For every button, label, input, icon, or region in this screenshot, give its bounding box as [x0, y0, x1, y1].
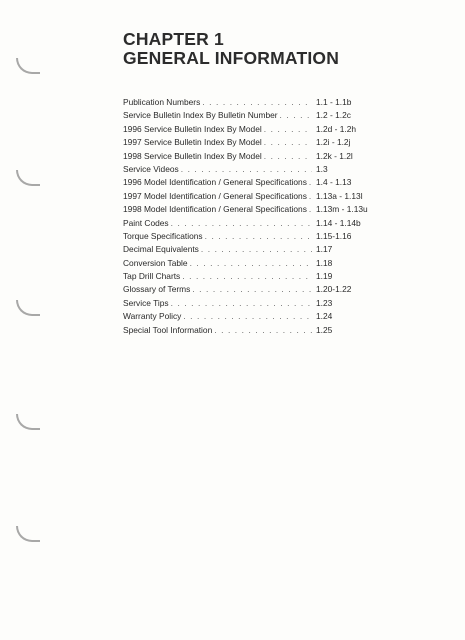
toc-entry-pages: 1.18: [316, 257, 333, 268]
toc-entry-label: Service Bulletin Index By Bulletin Number: [123, 110, 278, 121]
toc-entry: [123, 310, 373, 323]
toc-entry-label: Warranty Policy: [123, 311, 182, 322]
toc-entry-pages: 1.25: [316, 324, 333, 335]
toc-entry-title-area: [123, 163, 312, 176]
toc-entry-label: Torque Specifications: [123, 230, 203, 241]
toc-entry-label: 1997 Service Bulletin Index By Model: [123, 137, 262, 148]
binder-hole-mark: [16, 170, 40, 186]
toc-entry: [123, 96, 373, 109]
binder-hole-mark: [16, 414, 40, 430]
toc-entry-label: Glossary of Terms: [123, 284, 191, 295]
toc-entry-label: Publication Numbers: [123, 97, 201, 107]
toc-entry-label: Service Videos: [123, 163, 179, 174]
toc-entry-title-area: [123, 310, 312, 323]
toc-entry-title-area: [123, 230, 312, 243]
toc-dot-leader: [171, 217, 312, 230]
toc-entry-title-area: [123, 270, 312, 283]
toc-entry: [123, 109, 373, 122]
toc-entry-pages: 1.24: [316, 311, 333, 322]
toc-entry: [123, 217, 373, 230]
toc-dot-leader: [205, 230, 312, 243]
toc-entry: [123, 257, 373, 270]
toc-entry-label: Decimal Equivalents: [123, 244, 199, 255]
binder-hole-mark: [16, 300, 40, 316]
toc-dot-leader: [190, 257, 312, 270]
toc-entry-label: Paint Codes: [123, 217, 169, 228]
toc-entry: [123, 270, 373, 283]
toc-entry-pages: 1.2 - 1.2c: [316, 110, 351, 121]
toc-entry-title-area: [123, 257, 312, 270]
toc-dot-leader: [264, 123, 312, 136]
toc-entry-label: 1998 Model Identification / General Specifications: [123, 204, 307, 215]
toc-entry-label: Special Tool Information: [123, 324, 213, 335]
table-of-contents: [123, 96, 373, 337]
toc-entry-title-area: [123, 217, 312, 230]
toc-entry-pages: 1.15-1.16: [316, 230, 352, 241]
toc-entry-title-area: [123, 109, 312, 122]
toc-entry-label: 1998 Service Bulletin Index By Model: [123, 150, 262, 161]
toc-entry-pages: 1.20-1.22: [316, 284, 352, 295]
toc-entry-title-area: [123, 150, 312, 163]
toc-entry-label: 1996 Model Identification / General Specifications: [123, 177, 307, 188]
toc-entry-title-area: [123, 283, 312, 296]
toc-dot-leader: [192, 283, 312, 296]
toc-entry-pages: 1.17: [316, 244, 333, 255]
toc-dot-leader: [182, 270, 312, 283]
toc-entry-title-area: [123, 96, 312, 109]
chapter-number: CHAPTER 1: [123, 29, 224, 49]
toc-entry-label: Service Tips: [123, 297, 169, 308]
toc-entry: [123, 136, 373, 149]
toc-entry: [123, 203, 373, 216]
toc-entry: [123, 176, 373, 189]
toc-entry: [123, 324, 373, 337]
toc-entry-pages: 1.13m - 1.13u: [316, 204, 368, 215]
toc-dot-leader: [280, 109, 312, 122]
chapter-heading: [123, 30, 339, 68]
toc-entry-pages: 1.3: [316, 163, 328, 174]
toc-entry-title-area: [123, 297, 312, 310]
toc-dot-leader: [214, 324, 312, 337]
toc-entry-pages: 1.4 - 1.13: [316, 177, 352, 188]
toc-entry-pages: 1.23: [316, 297, 333, 308]
toc-entry-pages: 1.19: [316, 271, 333, 282]
toc-entry-pages: 1.14 - 1.14b: [316, 217, 361, 228]
toc-entry-pages: 1.2d - 1.2h: [316, 123, 357, 134]
toc-entry-label: Tap Drill Charts: [123, 271, 181, 282]
toc-entry-pages: 1.13a - 1.13l: [316, 190, 363, 201]
toc-entry-label: 1996 Service Bulletin Index By Model: [123, 123, 262, 134]
toc-entry: [123, 123, 373, 136]
toc-entry-title-area: [123, 324, 312, 337]
toc-entry: [123, 190, 373, 203]
toc-entry: [123, 283, 373, 296]
toc-entry-pages: 1.2k - 1.2l: [316, 150, 353, 161]
toc-dot-leader: [264, 150, 312, 163]
toc-entry: [123, 230, 373, 243]
toc-entry: [123, 243, 373, 256]
toc-entry-pages: 1.2i - 1.2j: [316, 137, 351, 148]
toc-dot-leader: [264, 136, 312, 149]
binder-hole-mark: [16, 526, 40, 542]
toc-entry-title-area: [123, 243, 312, 256]
toc-entry-label: Conversion Table: [123, 257, 188, 268]
toc-entry: [123, 150, 373, 163]
toc-entry-title-area: [123, 176, 312, 189]
toc-dot-leader: [202, 96, 312, 109]
toc-entry: [123, 163, 373, 176]
toc-entry-label: 1997 Model Identification / General Specifications: [123, 190, 307, 201]
toc-dot-leader: [171, 297, 312, 310]
toc-dot-leader: [181, 163, 312, 176]
toc-entry-title-area: [123, 190, 312, 203]
toc-dot-leader: [183, 310, 312, 323]
toc-entry: [123, 297, 373, 310]
binder-hole-mark: [16, 58, 40, 74]
toc-entry-title-area: [123, 136, 312, 149]
toc-entry-title-area: [123, 203, 312, 216]
toc-dot-leader: [201, 243, 312, 256]
toc-entry-pages: 1.1 - 1.1b: [316, 97, 352, 107]
chapter-title: GENERAL INFORMATION: [123, 48, 340, 68]
toc-entry-title-area: [123, 123, 312, 136]
